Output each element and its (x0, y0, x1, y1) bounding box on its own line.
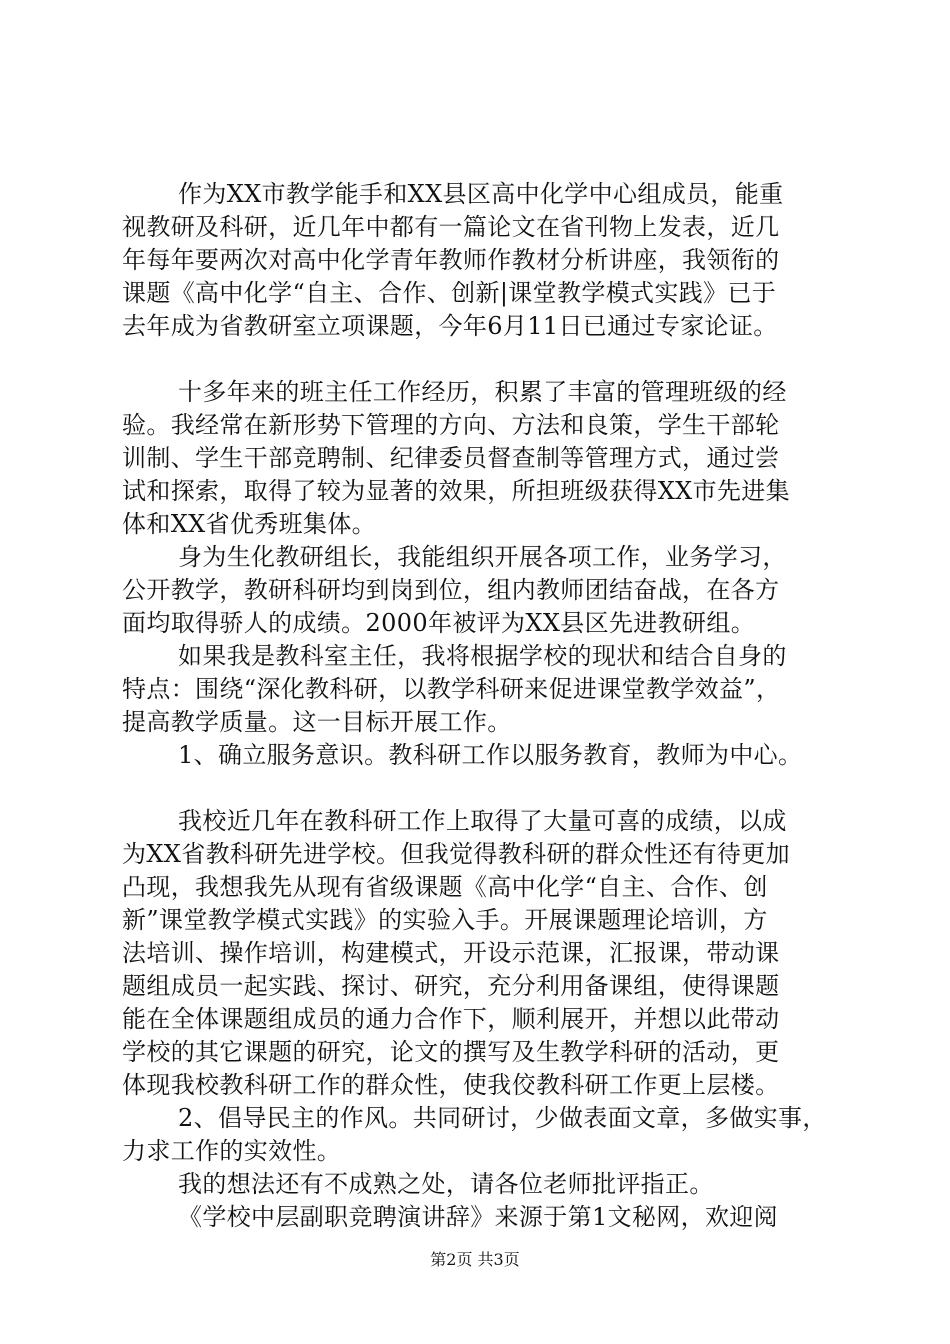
paragraph-line: 题组成员一起实践、探讨、研究，充分利用备课组，使得课题 (122, 972, 780, 1000)
paragraph-line: 法培训、操作培训，构建模式，开设示范课，汇报课，带动课 (122, 939, 780, 967)
paragraph-line: 面均取得骄人的成绩。2000年被评为XX县区先进教研组。 (122, 609, 756, 637)
paragraph-line: 新”课堂教学模式实践》的实验入手。开展课题理论培训，方 (122, 906, 768, 934)
paragraph (122, 178, 838, 343)
paragraph (122, 805, 838, 1102)
paragraph-line: 1、确立服务意识。教科研工作以服务教育，教师为中心。 (178, 741, 803, 769)
paragraph (122, 541, 838, 640)
paragraph-line: 我校近几年在教科研工作上取得了大量可喜的成绩，以成 (178, 807, 787, 835)
paragraph-line: 身为生化教研组长，我能组织开展各项工作，业务学习， (178, 543, 787, 571)
paragraph-line: 去年成为省教研室立项课题，今年6月11日已通过专家论证。 (122, 312, 778, 340)
paragraph (122, 1168, 838, 1201)
paragraph-line: 体和XX省优秀班集体。 (122, 510, 377, 538)
paragraph-line: 十多年来的班主任工作经历，积累了丰富的管理班级的经 (178, 378, 787, 406)
paragraph-line: 试和探索，取得了较为显著的效果，所担班级获得XX市先进集 (122, 477, 790, 505)
paragraph-line: 训制、学生干部竞聘制、纪律委员督查制等管理方式，通过尝 (122, 444, 780, 472)
paragraph-line: 凸现，我想我先从现有省级课题《高中化学“自主、合作、创 (122, 873, 768, 901)
paragraph-line: 学校的其它课题的研究，论文的撰写及生教学科研的活动，更 (122, 1038, 780, 1066)
paragraph-line: 年每年要两次对高中化学青年教师作教材分析讲座，我领衔的 (122, 246, 780, 274)
paragraph-line: 提高教学质量。这一目标开展工作。 (122, 708, 512, 736)
paragraph (122, 640, 838, 739)
paragraph-line: 如果我是教科室主任，我将根据学校的现状和结合自身的 (178, 642, 787, 670)
document-body (122, 178, 838, 1234)
paragraph-line: 力求工作的实效性。 (122, 1137, 342, 1165)
paragraph-line: 能在全体课题组成员的通力合作下，顺利展开，并想以此带动 (122, 1005, 780, 1033)
paragraph-line: 我的想法还有不成熟之处，请各位老师批评指正。 (178, 1170, 714, 1198)
paragraph (122, 376, 838, 541)
paragraph-line: 体现我校教科研工作的群众性，使我佼教科研工作更上层楼。 (122, 1071, 780, 1099)
paragraph (122, 1201, 838, 1234)
paragraph-line: 验。我经常在新形势下管理的方向、方法和良策，学生干部轮 (122, 411, 780, 439)
paragraph-line: 为XX省教科研先进学校。但我觉得教科研的群众性还有待更加 (122, 840, 790, 868)
paragraph-line: 课题《高中化学“自主、合作、创新|课堂教学模式实践》已于 (122, 279, 777, 307)
paragraph (122, 739, 838, 772)
paragraph-line: 公开教学，教研科研均到岗到位，组内教师团结奋战，在各方 (122, 576, 780, 604)
paragraph-line: 《学校中层副职竞聘演讲辞》来源于第1文秘网，欢迎阅 (178, 1203, 779, 1231)
paragraph-line: 2、倡导民主的作风。共同研讨，少做表面文章，多做实事， (178, 1104, 827, 1132)
paragraph-line: 特点：围绕“深化教科研，以教学科研来促进课堂教学效益”， (122, 675, 781, 703)
paragraph (122, 1102, 838, 1168)
paragraph-line: 作为XX市教学能手和XX县区高中化学中心组成员，能重 (178, 180, 784, 208)
page-footer: 第2页 共3页 (430, 1250, 520, 1269)
paragraph-line: 视教研及科研，近几年中都有一篇论文在省刊物上发表，近几 (122, 213, 780, 241)
